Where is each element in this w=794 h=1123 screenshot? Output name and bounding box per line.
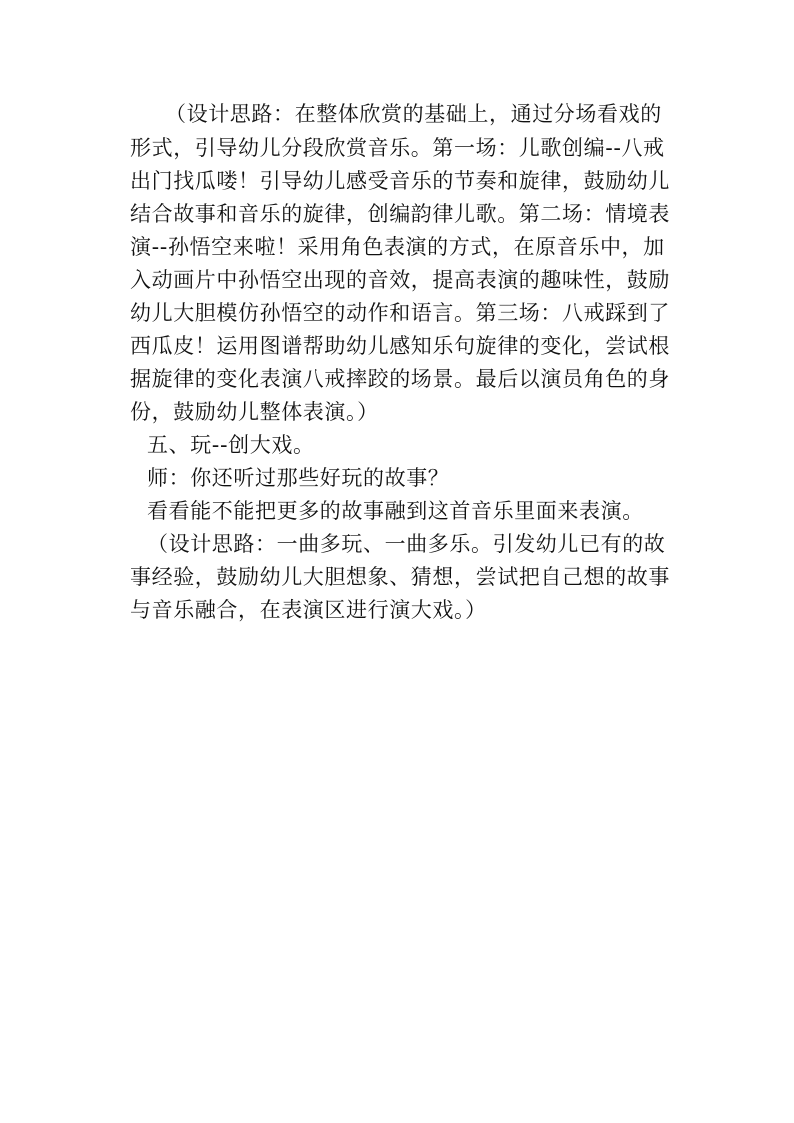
section-heading: 五、玩--创大戏。 [147, 433, 315, 457]
paragraph-line: 与音乐融合，在表演区进行演大戏。） [130, 598, 487, 622]
teacher-question: 师：你还听过那些好玩的故事？ [147, 466, 450, 490]
paragraph-line: 看看能不能把更多的故事融到这首音乐里面来表演。 [147, 499, 644, 523]
paragraph-line: 份，鼓励幼儿整体表演。） [130, 400, 379, 424]
paragraph-line: （设计思路：在整体欣赏的基础上，通过分场看戏的 [165, 102, 662, 126]
paragraph-line: 事经验，鼓励幼儿大胆想象、猜想，尝试把自己想的故事 [130, 565, 670, 589]
paragraph-line: 形式，引导幼儿分段欣赏音乐。第一场：儿歌创编--八戒 [130, 136, 665, 160]
paragraph-line: （设计思路：一曲多玩、一曲多乐。引发幼儿已有的故 [147, 532, 666, 556]
paragraph-line: 出门找瓜喽！引导幼儿感受音乐的节奏和旋律，鼓励幼儿 [130, 169, 670, 193]
paragraph-line: 西瓜皮！运用图谱帮助幼儿感知乐句旋律的变化，尝试根 [130, 334, 670, 358]
paragraph-line: 入动画片中孙悟空出现的音效，提高表演的趣味性，鼓励 [130, 268, 670, 292]
paragraph-line: 结合故事和音乐的旋律，创编韵律儿歌。第二场：情境表 [130, 202, 670, 226]
paragraph-line: 演--孙悟空来啦！采用角色表演的方式，在原音乐中，加 [130, 235, 665, 259]
paragraph-line: 幼儿大胆模仿孙悟空的动作和语言。第三场：八戒踩到了 [130, 301, 670, 325]
paragraph-line: 据旋律的变化表演八戒摔跤的场景。最后以演员角色的身 [130, 367, 670, 391]
